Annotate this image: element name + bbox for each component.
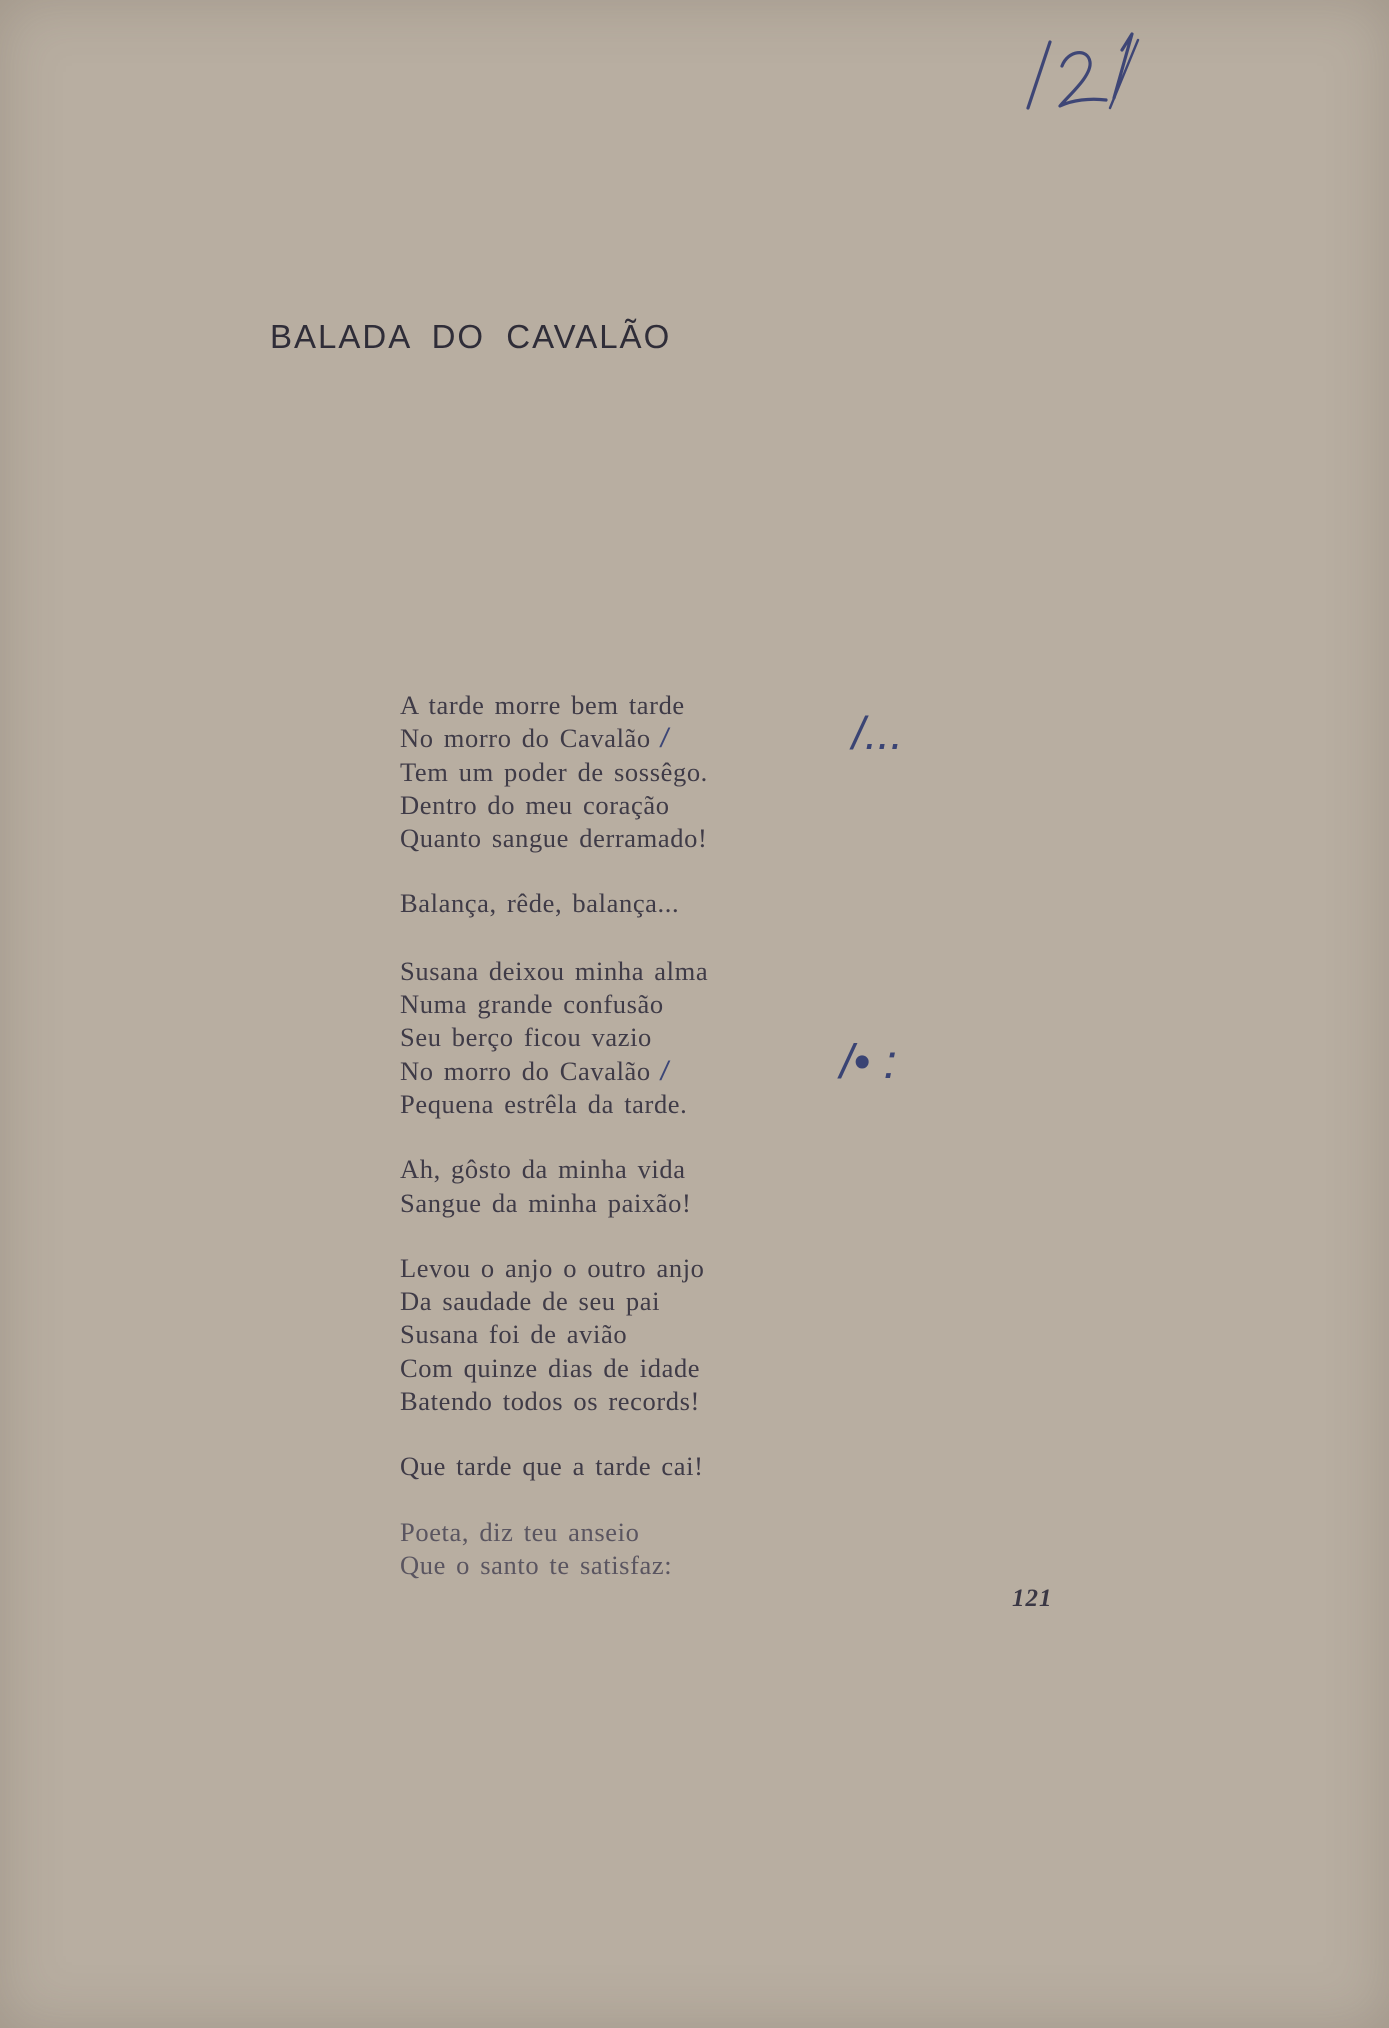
poem-line: Sangue da minha paixão! bbox=[400, 1187, 692, 1218]
hw-digit-1b bbox=[1114, 34, 1132, 98]
poem-line: Levou o anjo o outro anjo bbox=[400, 1252, 705, 1283]
poem-line-with-mark bbox=[400, 1055, 708, 1088]
poem-line: Quanto sangue derramado! bbox=[400, 823, 708, 854]
stanza-3 bbox=[400, 955, 708, 1121]
stanza-2 bbox=[400, 887, 708, 920]
poem-line: No morro do Cavalão bbox=[400, 723, 651, 754]
poem-line-with-mark bbox=[400, 722, 708, 755]
stanza-5 bbox=[400, 1252, 708, 1418]
pen-slash-mark: / bbox=[660, 1055, 669, 1086]
stanza-6 bbox=[400, 1450, 708, 1483]
poem-line: Poeta, diz teu anseio bbox=[400, 1516, 640, 1547]
poem-line: No morro do Cavalão bbox=[400, 1055, 651, 1086]
poem-line: Que tarde que a tarde cai! bbox=[400, 1451, 704, 1482]
poem-line: Que o santo te satisfaz: bbox=[400, 1549, 673, 1580]
poem-line: Numa grande confusão bbox=[400, 989, 664, 1020]
poem-line: Susana foi de avião bbox=[400, 1319, 628, 1350]
stanza-7 bbox=[400, 1516, 708, 1583]
margin-pen-mark: /• : bbox=[840, 1036, 897, 1089]
poem-line: Ah, gôsto da minha vida bbox=[400, 1154, 686, 1185]
poem-line: Seu berço ficou vazio bbox=[400, 1022, 652, 1053]
poem-line: Da saudade de seu pai bbox=[400, 1286, 661, 1317]
poem-line: Tem um poder de sossêgo. bbox=[400, 756, 708, 787]
poem-body bbox=[400, 689, 708, 1582]
pen-slash-mark: / bbox=[660, 723, 669, 754]
poem-line: A tarde morre bem tarde bbox=[400, 690, 685, 720]
stanza-4 bbox=[400, 1153, 708, 1220]
handwritten-page-number bbox=[1010, 20, 1190, 120]
margin-pen-mark: /... bbox=[852, 707, 904, 759]
hw-digit-1 bbox=[1028, 42, 1050, 108]
hw-underflourish bbox=[1110, 40, 1138, 108]
poem-line: Batendo todos os records! bbox=[400, 1386, 700, 1417]
poem-line: Dentro do meu coração bbox=[400, 789, 670, 820]
poem-line: Balança, rêde, balança... bbox=[400, 888, 680, 919]
poem-line: Pequena estrêla da tarde. bbox=[400, 1088, 688, 1119]
printed-page-number: 121 bbox=[1012, 1585, 1053, 1612]
poem-line: Com quinze dias de idade bbox=[400, 1352, 701, 1383]
poem-line: Susana deixou minha alma bbox=[400, 955, 709, 986]
stanza-1 bbox=[400, 689, 708, 855]
poem-title: BALADA DO CAVALÃO bbox=[270, 318, 672, 355]
hw-digit-2 bbox=[1060, 53, 1106, 106]
